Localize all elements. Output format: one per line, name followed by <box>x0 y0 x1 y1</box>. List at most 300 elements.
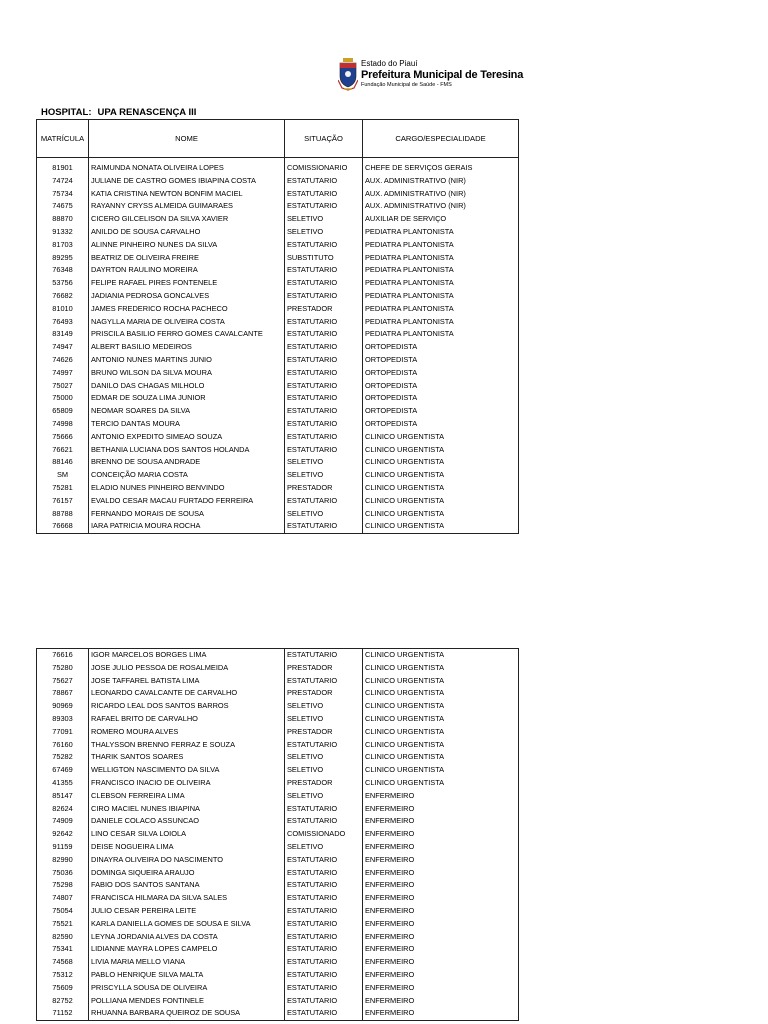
cell-situacao: ESTATUTARIO <box>285 803 363 816</box>
cell-cargo: CLINICO URGENTISTA <box>363 726 519 739</box>
table-row <box>37 341 519 354</box>
table-row <box>37 431 519 444</box>
table-row <box>37 277 519 290</box>
cell-cargo: ENFERMEIRO <box>363 918 519 931</box>
cell-nome: EVALDO CESAR MACAU FURTADO FERREIRA <box>89 495 285 508</box>
cell-matricula: 75036 <box>37 867 89 880</box>
table-row <box>37 520 519 533</box>
cell-matricula: 83149 <box>37 328 89 341</box>
cell-cargo: ENFERMEIRO <box>363 982 519 995</box>
cell-nome: CLEBSON FERREIRA LIMA <box>89 790 285 803</box>
table-row <box>37 854 519 867</box>
cell-nome: KARLA DANIELLA GOMES DE SOUSA E SILVA <box>89 918 285 931</box>
table-row <box>37 828 519 841</box>
cell-matricula: 41355 <box>37 777 89 790</box>
cell-situacao: ESTATUTARIO <box>285 444 363 457</box>
cell-nome: ANTONIO NUNES MARTINS JUNIO <box>89 354 285 367</box>
staff-table-1 <box>36 119 519 534</box>
cell-situacao: ESTATUTARIO <box>285 854 363 867</box>
cell-situacao: ESTATUTARIO <box>285 380 363 393</box>
cell-cargo: ORTOPEDISTA <box>363 405 519 418</box>
cell-nome: JADIANIA PEDROSA GONCALVES <box>89 290 285 303</box>
cell-nome: CICERO GILCELISON DA SILVA XAVIER <box>89 213 285 226</box>
cell-nome: IARA PATRICIA MOURA ROCHA <box>89 520 285 533</box>
cell-cargo: PEDIATRA PLANTONISTA <box>363 303 519 316</box>
cell-nome: DAYRTON RAULINO MOREIRA <box>89 264 285 277</box>
cell-cargo: ENFERMEIRO <box>363 854 519 867</box>
cell-cargo: ORTOPEDISTA <box>363 418 519 431</box>
table-row <box>37 675 519 688</box>
table-row <box>37 418 519 431</box>
cell-nome: RAFAEL BRITO DE CARVALHO <box>89 713 285 726</box>
cell-matricula: 82752 <box>37 995 89 1008</box>
table-row <box>37 1007 519 1020</box>
cell-cargo: PEDIATRA PLANTONISTA <box>363 252 519 265</box>
cell-matricula: 77091 <box>37 726 89 739</box>
table-row <box>37 444 519 457</box>
cell-situacao: ESTATUTARIO <box>285 405 363 418</box>
cell-matricula: 71152 <box>37 1007 89 1020</box>
cell-situacao: ESTATUTARIO <box>285 341 363 354</box>
cell-nome: DINAYRA OLIVEIRA DO NASCIMENTO <box>89 854 285 867</box>
cell-matricula: 74807 <box>37 892 89 905</box>
table-row <box>37 380 519 393</box>
cell-matricula: 75627 <box>37 675 89 688</box>
col-header-cargo: CARGO/ESPECIALIDADE <box>363 120 519 158</box>
cell-nome: RHUANNA BARBARA QUEIROZ DE SOUSA <box>89 1007 285 1020</box>
cell-cargo: AUX. ADMINISTRATIVO (NIR) <box>363 188 519 201</box>
cell-cargo: CLINICO URGENTISTA <box>363 700 519 713</box>
cell-cargo: ORTOPEDISTA <box>363 392 519 405</box>
col-header-nome: NOME <box>89 120 285 158</box>
staff-table-2-body <box>37 649 519 1021</box>
cell-matricula: 76493 <box>37 316 89 329</box>
table-row <box>37 252 519 265</box>
cell-nome: RAYANNY CRYSS ALMEIDA GUIMARAES <box>89 200 285 213</box>
cell-cargo: CLINICO URGENTISTA <box>363 482 519 495</box>
table-row <box>37 175 519 188</box>
table-row <box>37 303 519 316</box>
cell-matricula: 75312 <box>37 969 89 982</box>
cell-nome: CONCEIÇÃO MARIA COSTA <box>89 469 285 482</box>
header-prefecture: Prefeitura Municipal de Teresina <box>361 69 524 81</box>
cell-matricula: 74909 <box>37 815 89 828</box>
staff-table-2 <box>36 648 519 1021</box>
cell-matricula: 75666 <box>37 431 89 444</box>
cell-matricula: 65809 <box>37 405 89 418</box>
header-foundation: Fundação Municipal de Saúde - FMS <box>361 82 452 88</box>
cell-matricula: 67469 <box>37 764 89 777</box>
table-row <box>37 764 519 777</box>
cell-situacao: SELETIVO <box>285 751 363 764</box>
cell-nome: ANILDO DE SOUSA CARVALHO <box>89 226 285 239</box>
hospital-label: HOSPITAL: <box>41 107 92 118</box>
table-row <box>37 777 519 790</box>
cell-nome: ANTONIO EXPEDITO SIMEAO SOUZA <box>89 431 285 444</box>
cell-situacao: ESTATUTARIO <box>285 239 363 252</box>
cell-situacao: ESTATUTARIO <box>285 290 363 303</box>
cell-matricula: 85147 <box>37 790 89 803</box>
table-row <box>37 200 519 213</box>
col-header-matricula: MATRÍCULA <box>37 120 89 158</box>
cell-situacao: ESTATUTARIO <box>285 918 363 931</box>
cell-nome: FRANCISCO INACIO DE OLIVEIRA <box>89 777 285 790</box>
cell-nome: DANIELE COLACO ASSUNCAO <box>89 815 285 828</box>
cell-situacao: ESTATUTARIO <box>285 520 363 533</box>
cell-matricula: 91159 <box>37 841 89 854</box>
cell-matricula: 76621 <box>37 444 89 457</box>
cell-nome: FELIPE RAFAEL PIRES FONTENELE <box>89 277 285 290</box>
hospital-name: UPA RENASCENÇA III <box>97 107 197 118</box>
cell-cargo: ENFERMEIRO <box>363 867 519 880</box>
cell-matricula: 74626 <box>37 354 89 367</box>
staff-table-1-body <box>37 158 519 534</box>
cell-matricula: 75521 <box>37 918 89 931</box>
cell-nome: PRISCYLLA SOUSA DE OLIVEIRA <box>89 982 285 995</box>
table-row <box>37 508 519 521</box>
cell-matricula: 88870 <box>37 213 89 226</box>
cell-matricula: 82590 <box>37 931 89 944</box>
cell-matricula: 76157 <box>37 495 89 508</box>
cell-situacao: ESTATUTARIO <box>285 316 363 329</box>
cell-matricula: 76348 <box>37 264 89 277</box>
coat-of-arms-icon <box>338 58 358 92</box>
table-row <box>37 790 519 803</box>
cell-matricula: 81010 <box>37 303 89 316</box>
cell-matricula: 75282 <box>37 751 89 764</box>
cell-cargo: ENFERMEIRO <box>363 931 519 944</box>
table-row <box>37 213 519 226</box>
cell-situacao: SELETIVO <box>285 713 363 726</box>
table-row <box>37 367 519 380</box>
table-row <box>37 264 519 277</box>
cell-matricula: 76160 <box>37 739 89 752</box>
cell-situacao: ESTATUTARIO <box>285 328 363 341</box>
cell-cargo: ORTOPEDISTA <box>363 367 519 380</box>
cell-matricula: 75341 <box>37 943 89 956</box>
cell-situacao: ESTATUTARIO <box>285 175 363 188</box>
cell-cargo: PEDIATRA PLANTONISTA <box>363 328 519 341</box>
table-row <box>37 649 519 662</box>
table-row <box>37 469 519 482</box>
cell-situacao: SELETIVO <box>285 790 363 803</box>
cell-matricula: 88146 <box>37 456 89 469</box>
cell-situacao: ESTATUTARIO <box>285 739 363 752</box>
cell-situacao: ESTATUTARIO <box>285 982 363 995</box>
table-row <box>37 290 519 303</box>
table-row <box>37 239 519 252</box>
table-row <box>37 905 519 918</box>
table-row <box>37 969 519 982</box>
cell-cargo: AUX. ADMINISTRATIVO (NIR) <box>363 200 519 213</box>
cell-matricula: 76668 <box>37 520 89 533</box>
cell-cargo: CLINICO URGENTISTA <box>363 508 519 521</box>
cell-cargo: ORTOPEDISTA <box>363 354 519 367</box>
cell-nome: CIRO MACIEL NUNES IBIAPINA <box>89 803 285 816</box>
cell-cargo: CLINICO URGENTISTA <box>363 649 519 662</box>
cell-situacao: SUBSTITUTO <box>285 252 363 265</box>
table-row <box>37 482 519 495</box>
cell-situacao: SELETIVO <box>285 213 363 226</box>
cell-situacao: COMISSIONADO <box>285 828 363 841</box>
cell-nome: EDMAR DE SOUZA LIMA JUNIOR <box>89 392 285 405</box>
table-row <box>37 867 519 880</box>
cell-nome: ROMERO MOURA ALVES <box>89 726 285 739</box>
cell-matricula: 89295 <box>37 252 89 265</box>
cell-nome: LEYNA JORDANIA ALVES DA COSTA <box>89 931 285 944</box>
cell-situacao: ESTATUTARIO <box>285 200 363 213</box>
cell-nome: LEONARDO CAVALCANTE DE CARVALHO <box>89 687 285 700</box>
cell-situacao: ESTATUTARIO <box>285 943 363 956</box>
cell-cargo: AUX. ADMINISTRATIVO (NIR) <box>363 175 519 188</box>
table-row <box>37 188 519 201</box>
cell-nome: PABLO HENRIQUE SILVA MALTA <box>89 969 285 982</box>
cell-situacao: SELETIVO <box>285 764 363 777</box>
cell-situacao: ESTATUTARIO <box>285 867 363 880</box>
cell-cargo: CLINICO URGENTISTA <box>363 495 519 508</box>
cell-nome: TERCIO DANTAS MOURA <box>89 418 285 431</box>
table-row <box>37 713 519 726</box>
cell-nome: JULIANE DE CASTRO GOMES IBIAPINA COSTA <box>89 175 285 188</box>
cell-nome: JAMES FREDERICO ROCHA PACHECO <box>89 303 285 316</box>
cell-matricula: 75000 <box>37 392 89 405</box>
cell-cargo: ENFERMEIRO <box>363 956 519 969</box>
cell-matricula: 81703 <box>37 239 89 252</box>
cell-nome: BRUNO WILSON DA SILVA MOURA <box>89 367 285 380</box>
cell-situacao: ESTATUTARIO <box>285 431 363 444</box>
table-row <box>37 328 519 341</box>
cell-nome: FERNANDO MORAIS DE SOUSA <box>89 508 285 521</box>
cell-matricula: 74998 <box>37 418 89 431</box>
cell-cargo: ORTOPEDISTA <box>363 341 519 354</box>
cell-situacao: ESTATUTARIO <box>285 905 363 918</box>
cell-situacao: ESTATUTARIO <box>285 931 363 944</box>
cell-situacao: SELETIVO <box>285 508 363 521</box>
table-row <box>37 739 519 752</box>
cell-cargo: ENFERMEIRO <box>363 892 519 905</box>
cell-matricula: 82624 <box>37 803 89 816</box>
cell-situacao: ESTATUTARIO <box>285 879 363 892</box>
cell-cargo: PEDIATRA PLANTONISTA <box>363 290 519 303</box>
cell-situacao: ESTATUTARIO <box>285 354 363 367</box>
cell-situacao: ESTATUTARIO <box>285 969 363 982</box>
document-header <box>338 55 524 95</box>
cell-cargo: ENFERMEIRO <box>363 905 519 918</box>
hospital-line <box>41 107 202 118</box>
cell-nome: ELADIO NUNES PINHEIRO BENVINDO <box>89 482 285 495</box>
cell-cargo: CLINICO URGENTISTA <box>363 520 519 533</box>
table-row <box>37 700 519 713</box>
cell-nome: LIVIA MARIA MELLO VIANA <box>89 956 285 969</box>
cell-matricula: 74947 <box>37 341 89 354</box>
header-state: Estado do Piauí <box>361 59 418 68</box>
cell-situacao: ESTATUTARIO <box>285 995 363 1008</box>
cell-cargo: CLINICO URGENTISTA <box>363 739 519 752</box>
cell-nome: ALINNE PINHEIRO NUNES DA SILVA <box>89 239 285 252</box>
cell-cargo: PEDIATRA PLANTONISTA <box>363 316 519 329</box>
cell-situacao: ESTATUTARIO <box>285 392 363 405</box>
cell-cargo: ENFERMEIRO <box>363 879 519 892</box>
cell-cargo: CLINICO URGENTISTA <box>363 444 519 457</box>
cell-matricula: 89303 <box>37 713 89 726</box>
cell-nome: BEATRIZ DE OLIVEIRA FREIRE <box>89 252 285 265</box>
table-row <box>37 943 519 956</box>
table-row <box>37 726 519 739</box>
table-row <box>37 316 519 329</box>
cell-nome: ALBERT BASILIO MEDEIROS <box>89 341 285 354</box>
cell-nome: IGOR MARCELOS BORGES LIMA <box>89 649 285 662</box>
cell-situacao: SELETIVO <box>285 226 363 239</box>
cell-matricula: 75609 <box>37 982 89 995</box>
cell-situacao: PRESTADOR <box>285 687 363 700</box>
cell-situacao: ESTATUTARIO <box>285 277 363 290</box>
table-row <box>37 956 519 969</box>
cell-matricula: 75281 <box>37 482 89 495</box>
cell-nome: THARIK SANTOS SOARES <box>89 751 285 764</box>
cell-nome: BETHANIA LUCIANA DOS SANTOS HOLANDA <box>89 444 285 457</box>
table-row <box>37 354 519 367</box>
table-row <box>37 931 519 944</box>
table-row <box>37 405 519 418</box>
cell-nome: LINO CESAR SILVA LOIOLA <box>89 828 285 841</box>
table-row <box>37 815 519 828</box>
cell-situacao: SELETIVO <box>285 841 363 854</box>
cell-situacao: ESTATUTARIO <box>285 495 363 508</box>
cell-cargo: CLINICO URGENTISTA <box>363 456 519 469</box>
cell-situacao: ESTATUTARIO <box>285 675 363 688</box>
cell-situacao: ESTATUTARIO <box>285 956 363 969</box>
table-row <box>37 662 519 675</box>
cell-cargo: CLINICO URGENTISTA <box>363 751 519 764</box>
cell-matricula: 74997 <box>37 367 89 380</box>
cell-nome: DEISE NOGUEIRA LIMA <box>89 841 285 854</box>
cell-nome: FABIO DOS SANTOS SANTANA <box>89 879 285 892</box>
cell-matricula: SM <box>37 469 89 482</box>
cell-nome: PRISCILA BASILIO FERRO GOMES CAVALCANTE <box>89 328 285 341</box>
table-row <box>37 162 519 175</box>
cell-matricula: 75734 <box>37 188 89 201</box>
cell-nome: NAGYLLA MARIA DE OLIVEIRA COSTA <box>89 316 285 329</box>
cell-nome: JOSE JULIO PESSOA DE ROSALMEIDA <box>89 662 285 675</box>
cell-situacao: SELETIVO <box>285 469 363 482</box>
cell-cargo: ENFERMEIRO <box>363 995 519 1008</box>
cell-nome: JOSE TAFFAREL BATISTA LIMA <box>89 675 285 688</box>
cell-situacao: PRESTADOR <box>285 662 363 675</box>
cell-nome: KATIA CRISTINA NEWTON BONFIM MACIEL <box>89 188 285 201</box>
cell-nome: FRANCISCA HILMARA DA SILVA SALES <box>89 892 285 905</box>
cell-cargo: CLINICO URGENTISTA <box>363 687 519 700</box>
col-header-situacao: SITUAÇÃO <box>285 120 363 158</box>
cell-situacao: PRESTADOR <box>285 303 363 316</box>
cell-nome: RICARDO LEAL DOS SANTOS BARROS <box>89 700 285 713</box>
cell-matricula: 88788 <box>37 508 89 521</box>
cell-situacao: PRESTADOR <box>285 482 363 495</box>
table-row <box>37 226 519 239</box>
cell-nome: THALYSSON BRENNO FERRAZ E SOUZA <box>89 739 285 752</box>
table-row <box>37 995 519 1008</box>
cell-cargo: CLINICO URGENTISTA <box>363 777 519 790</box>
cell-cargo: ENFERMEIRO <box>363 841 519 854</box>
cell-situacao: ESTATUTARIO <box>285 188 363 201</box>
cell-nome: DANILO DAS CHAGAS MILHOLO <box>89 380 285 393</box>
cell-cargo: AUXILIAR DE SERVIÇO <box>363 213 519 226</box>
cell-cargo: CLINICO URGENTISTA <box>363 675 519 688</box>
cell-cargo: ENFERMEIRO <box>363 969 519 982</box>
table-row <box>37 751 519 764</box>
cell-cargo: PEDIATRA PLANTONISTA <box>363 264 519 277</box>
cell-situacao: ESTATUTARIO <box>285 649 363 662</box>
table-row <box>37 456 519 469</box>
table-row <box>37 918 519 931</box>
cell-situacao: ESTATUTARIO <box>285 892 363 905</box>
cell-cargo: CLINICO URGENTISTA <box>363 764 519 777</box>
cell-matricula: 76682 <box>37 290 89 303</box>
cell-cargo: CLINICO URGENTISTA <box>363 431 519 444</box>
cell-nome: NEOMAR SOARES DA SILVA <box>89 405 285 418</box>
cell-situacao: PRESTADOR <box>285 777 363 790</box>
cell-matricula: 78867 <box>37 687 89 700</box>
cell-nome: JULIO CESAR PEREIRA LEITE <box>89 905 285 918</box>
table-row <box>37 982 519 995</box>
cell-matricula: 75027 <box>37 380 89 393</box>
cell-matricula: 74568 <box>37 956 89 969</box>
cell-cargo: PEDIATRA PLANTONISTA <box>363 239 519 252</box>
cell-matricula: 74675 <box>37 200 89 213</box>
cell-cargo: ENFERMEIRO <box>363 803 519 816</box>
cell-matricula: 75280 <box>37 662 89 675</box>
cell-cargo: ENFERMEIRO <box>363 815 519 828</box>
cell-cargo: CLINICO URGENTISTA <box>363 662 519 675</box>
cell-cargo: ENFERMEIRO <box>363 828 519 841</box>
cell-situacao: SELETIVO <box>285 456 363 469</box>
cell-cargo: ENFERMEIRO <box>363 1007 519 1020</box>
table-row <box>37 495 519 508</box>
cell-nome: WELLIGTON NASCIMENTO DA SILVA <box>89 764 285 777</box>
cell-cargo: ENFERMEIRO <box>363 790 519 803</box>
cell-nome: RAIMUNDA NONATA OLIVEIRA LOPES <box>89 162 285 175</box>
cell-situacao: ESTATUTARIO <box>285 367 363 380</box>
table-header-row <box>37 120 519 158</box>
cell-cargo: PEDIATRA PLANTONISTA <box>363 277 519 290</box>
cell-situacao: SELETIVO <box>285 700 363 713</box>
table-row <box>37 803 519 816</box>
cell-nome: DOMINGA SIQUEIRA ARAUJO <box>89 867 285 880</box>
cell-cargo: CLINICO URGENTISTA <box>363 469 519 482</box>
table-row <box>37 841 519 854</box>
cell-nome: LIDIANNE MAYRA LOPES CAMPELO <box>89 943 285 956</box>
cell-situacao: ESTATUTARIO <box>285 815 363 828</box>
cell-situacao: ESTATUTARIO <box>285 1007 363 1020</box>
cell-cargo: CHEFE DE SERVIÇOS GERAIS <box>363 162 519 175</box>
cell-matricula: 81901 <box>37 162 89 175</box>
cell-situacao: ESTATUTARIO <box>285 418 363 431</box>
cell-situacao: PRESTADOR <box>285 726 363 739</box>
cell-cargo: CLINICO URGENTISTA <box>363 713 519 726</box>
table-row <box>37 892 519 905</box>
cell-cargo: PEDIATRA PLANTONISTA <box>363 226 519 239</box>
cell-matricula: 75054 <box>37 905 89 918</box>
cell-nome: POLLIANA MENDES FONTINELE <box>89 995 285 1008</box>
cell-cargo: ORTOPEDISTA <box>363 380 519 393</box>
cell-matricula: 74724 <box>37 175 89 188</box>
cell-nome: BRENNO DE SOUSA ANDRADE <box>89 456 285 469</box>
cell-matricula: 91332 <box>37 226 89 239</box>
cell-situacao: COMISSIONARIO <box>285 162 363 175</box>
cell-matricula: 53756 <box>37 277 89 290</box>
cell-matricula: 76616 <box>37 649 89 662</box>
cell-matricula: 82990 <box>37 854 89 867</box>
cell-matricula: 75298 <box>37 879 89 892</box>
